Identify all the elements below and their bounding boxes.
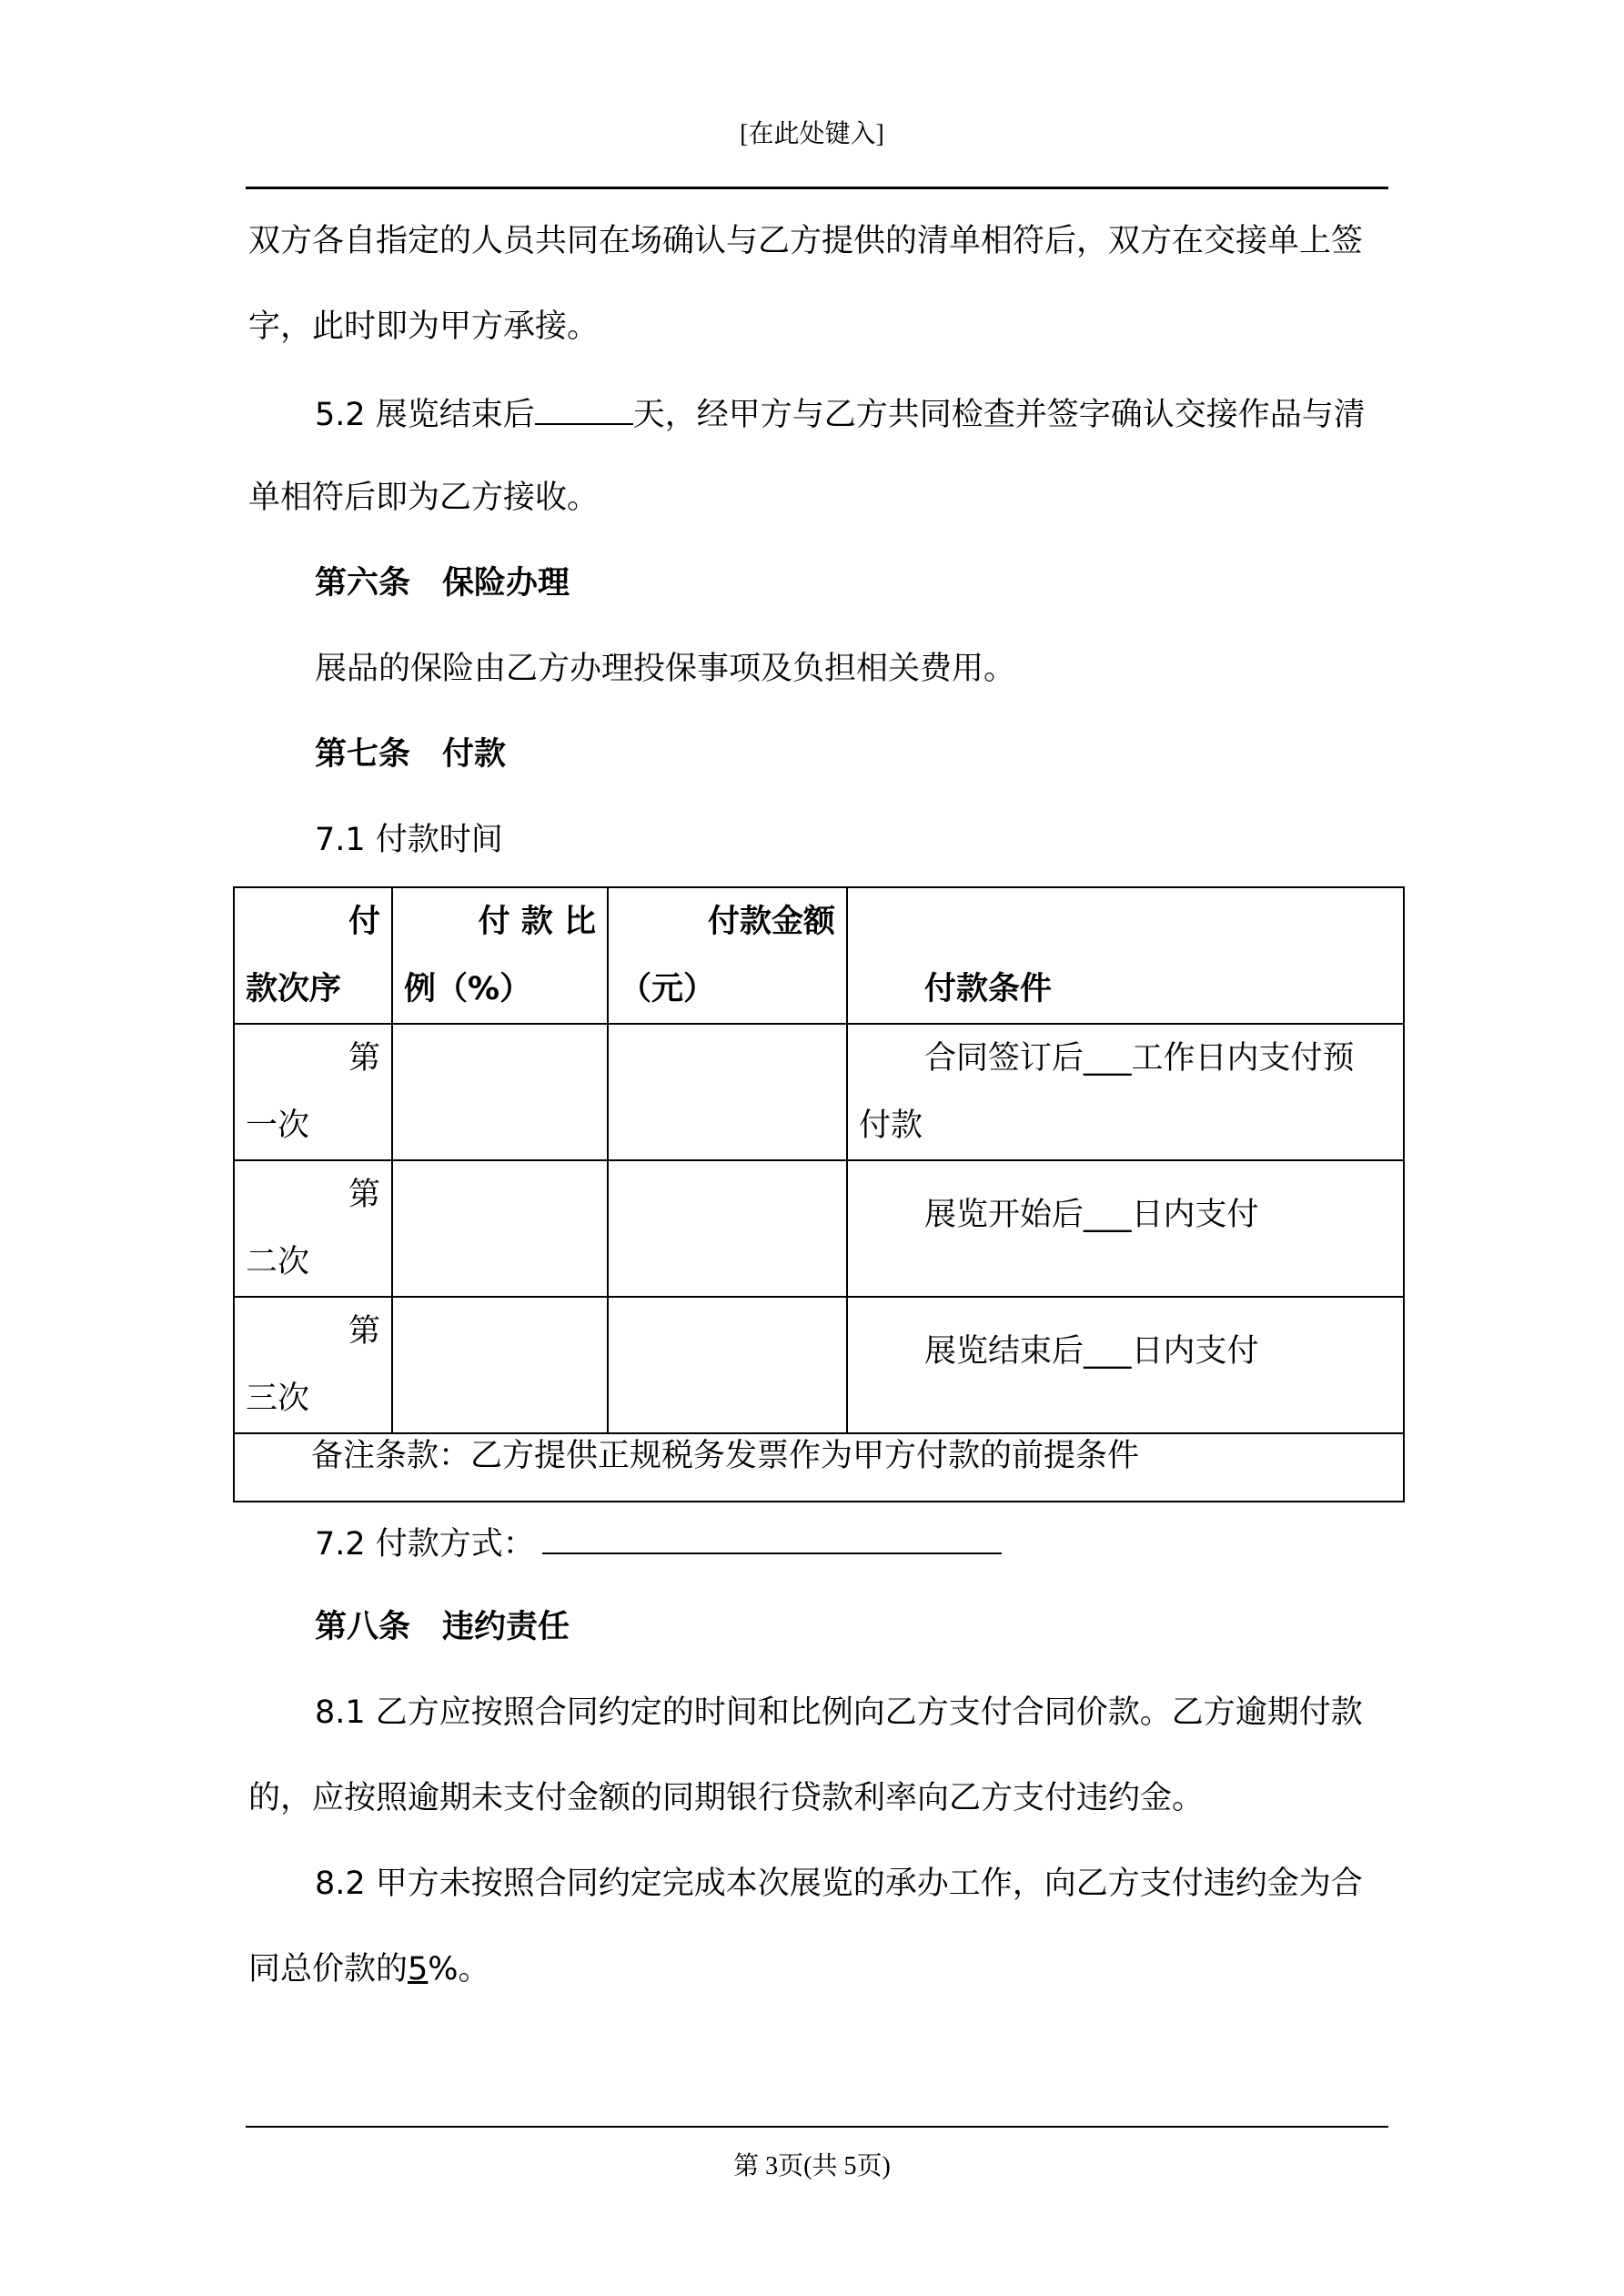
clause-text: 5.2 展览结束后: [315, 397, 535, 433]
paragraph-line: [248, 1951, 490, 1988]
header-cell: 付 款 比 例（%）: [392, 887, 608, 1024]
paragraph-line: 双方各自指定的人员共同在场确认与乙方提供的清单相符后，双方在交接单上签: [248, 223, 1364, 259]
table-header-row: [234, 887, 1404, 1024]
amount-cell: [608, 1160, 847, 1297]
clause-text: 天，经甲方与乙方共同检查并签字确认交接作品与清: [632, 397, 1366, 433]
article-heading: 第六条 保险办理: [315, 565, 570, 602]
table-row: [234, 1024, 1404, 1160]
footer-rule: [246, 2126, 1388, 2128]
paragraph-line: 的，应按照逾期未支付金额的同期银行贷款利率向乙方支付违约金。: [248, 1780, 1205, 1816]
clause-5-2: [315, 394, 1366, 433]
paragraph-line: 8.1 乙方应按照合同约定的时间和比例向乙方支付合同价款。乙方逾期付款: [315, 1694, 1363, 1731]
clause-text: 同总价款的: [248, 1951, 409, 1988]
order-cell: 第 二次: [234, 1160, 392, 1297]
paragraph-line: 字，此时即为甲方承接。: [248, 308, 600, 345]
paragraph-line: 展品的保险由乙方办理投保事项及负担相关费用。: [315, 651, 1016, 687]
page-header: [在此处键入]: [740, 120, 884, 148]
clause-text: 7.2 付款方式：: [315, 1526, 535, 1563]
ratio-cell: [392, 1160, 608, 1297]
table-row: [234, 1160, 1404, 1297]
order-cell: 第 三次: [234, 1297, 392, 1433]
blank-field: [535, 394, 633, 425]
article-heading: 第八条 违约责任: [315, 1609, 570, 1645]
penalty-percent: 5: [408, 1951, 429, 1988]
header-cell: 付款金额 （元）: [608, 887, 847, 1024]
ratio-cell: [392, 1297, 608, 1433]
amount-cell: [608, 1024, 847, 1160]
condition-cell: 展览开始后___日内支付: [847, 1160, 1404, 1297]
article-heading: 第七条 付款: [315, 736, 507, 773]
paragraph-line: 8.2 甲方未按照合同约定完成本次展览的承办工作，向乙方支付违约金为合: [315, 1866, 1363, 1902]
amount-cell: [608, 1297, 847, 1433]
note-row: [234, 1433, 1404, 1502]
page-number: 第 3页(共 5页): [733, 2152, 891, 2180]
header-cell: 付款条件: [847, 887, 1404, 1024]
header-cell: 付 款次序: [234, 887, 392, 1024]
section-heading: 7.1 付款时间: [315, 822, 503, 858]
condition-cell: 合同签订后___工作日内支付预 付款: [847, 1024, 1404, 1160]
ratio-cell: [392, 1024, 608, 1160]
order-cell: 第 一次: [234, 1024, 392, 1160]
condition-cell: 展览结束后___日内支付: [847, 1297, 1404, 1433]
header-rule: [246, 187, 1388, 189]
blank-field: [542, 1523, 1002, 1554]
clause-7-2: [315, 1523, 1002, 1563]
note-cell: 备注条款：乙方提供正规税务发票作为甲方付款的前提条件: [234, 1433, 1404, 1502]
paragraph-line: 单相符后即为乙方接收。: [248, 480, 600, 516]
table-row: [234, 1297, 1404, 1433]
payment-table: [233, 886, 1405, 1502]
clause-text: %。: [428, 1951, 490, 1988]
